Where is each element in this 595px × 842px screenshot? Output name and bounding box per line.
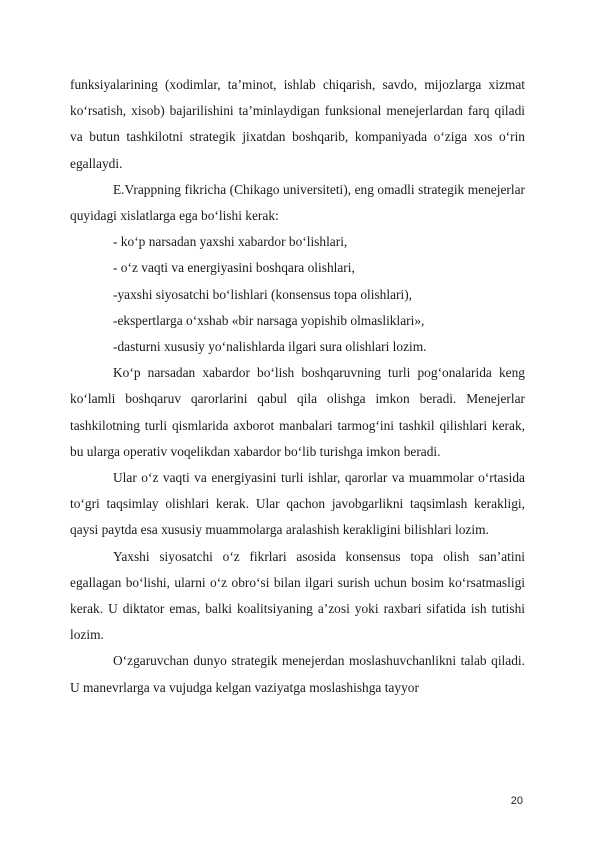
paragraph-2: E.Vrappning fikricha (Chikago universiteti), eng omadli strategik menejerlar quyidagi xislatlarga ega bo‘lishi kerak: — [70, 181, 525, 224]
list-item: -dasturni xususiy yo‘nalishlarda ilgari sura olishlari lozim. — [113, 339, 427, 355]
list-item: -ekspertlarga o‘xshab «bir narsaga yopishib olmasliklari», — [113, 312, 425, 328]
paragraph-3: Ko‘p narsadan xabardor bo‘lish boshqaruvning turli pog‘onalarida keng ko‘lamli boshqaruv qarorlarini qabul qila olishga imkon beradi. Menejerlar tashkilotning turli qismlarida axborot manbalari tarmog‘ini tashkil qilishlari kerak, bu ularga operativ voqelikdan xabardor bo‘lib turishga imkon beradi. — [70, 365, 525, 459]
paragraph-1: funksiyalarining (xodimlar, ta’minot, ishlab chiqarish, savdo, mijozlarga xizmat ko‘rsatish, xisob) bajarilishini ta’minlaydigan funksional menejerlardan farq qiladi va butun tashkilotni strategik jixatdan boshqarib, kompaniyada o‘ziga xos o‘rin egallaydi. — [70, 77, 525, 171]
document-page — [70, 72, 525, 701]
list-item: - o‘z vaqti va energiyasini boshqara olishlari, — [113, 260, 355, 276]
paragraph-4: Ular o‘z vaqti va energiyasini turli ishlar, qarorlar va muammolar o‘rtasida to‘gri taqsimlay olishlari kerak. Ular qachon javobgarlikni taqsimlash kerakligi, qaysi paytda esa xususiy muammolarga aralashish kerakligini bilishlari lozim. — [70, 470, 525, 538]
page-number: 20 — [510, 795, 523, 807]
list-item: - ko‘p narsadan yaxshi xabardor bo‘lishlari, — [113, 234, 348, 250]
paragraph-6: O‘zgaruvchan dunyo strategik menejerdan moslashuvchanlikni talab qiladi. U manevrlarga va vujudga kelgan vaziyatga moslashishga tayyor — [70, 653, 525, 695]
list-item: -yaxshi siyosatchi bo‘lishlari (konsensus topa olishlari), — [113, 286, 413, 302]
paragraph-5: Yaxshi siyosatchi o‘z fikrlari asosida konsensus topa olish san’atini egallagan bo‘lishi, ularni o‘z obro‘si bilan ilgari surish uchun bosim ko‘rsatmasligi kerak. U diktator emas, balki koalitsiyaning a’zosi yoki raxbari sifatida ish tutishi lozim. — [70, 548, 525, 643]
